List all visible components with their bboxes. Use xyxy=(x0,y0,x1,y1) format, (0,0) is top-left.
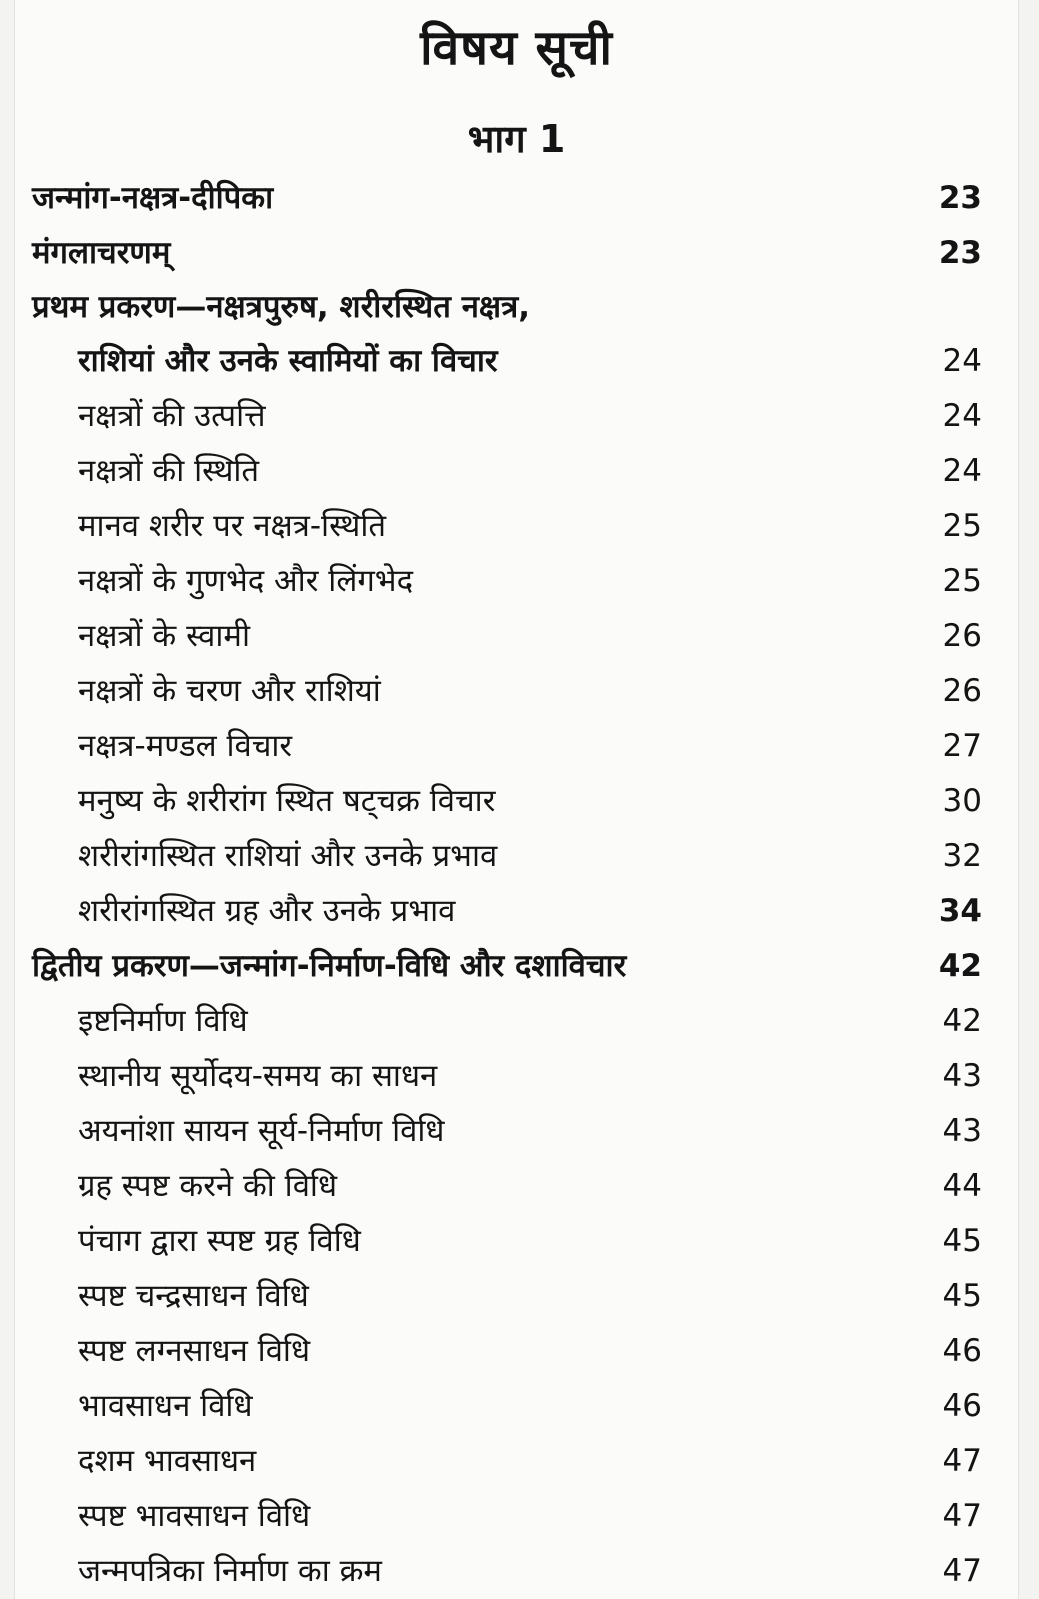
toc-entry-title: अयनांशा सायन सूर्य-निर्माण विधि xyxy=(78,1112,445,1149)
toc-section-entry xyxy=(32,280,1012,388)
toc-entry-title: नक्षत्रों की स्थिति xyxy=(78,452,260,489)
toc-section-title: द्वितीय प्रकरण—जन्मांग-निर्माण-विधि और दशाविचार xyxy=(32,947,627,984)
part-heading: भाग 1 xyxy=(467,117,566,161)
toc-entry xyxy=(32,608,1012,663)
toc-entry-page: 42 xyxy=(942,1002,982,1039)
toc-entry xyxy=(32,718,1012,773)
toc-entry-page: 25 xyxy=(942,507,982,544)
toc-entry-title: ग्रह स्पष्ट करने की विधि xyxy=(78,1167,338,1204)
toc-entry-page: 23 xyxy=(938,179,982,216)
toc-entry-page: 46 xyxy=(942,1332,982,1369)
page-title: विषय सूची xyxy=(420,20,613,76)
toc-entry-title: स्पष्ट चन्द्रसाधन विधि xyxy=(78,1277,309,1314)
toc-entry-title: जन्मांग-नक्षत्र-दीपिका xyxy=(32,179,274,216)
toc-entry-page: 34 xyxy=(938,892,982,929)
toc-entry-title: स्थानीय सूर्योदय-समय का साधन xyxy=(78,1057,438,1094)
toc-entry-page: 47 xyxy=(942,1442,982,1479)
toc-entry xyxy=(32,225,1012,280)
toc-entry-page: 47 xyxy=(942,1552,982,1589)
toc-entry xyxy=(32,1103,1012,1158)
toc-entry-page: 24 xyxy=(942,452,982,489)
toc-entry-title: मंगलाचरणम् xyxy=(32,234,171,271)
toc-entry-title: नक्षत्र-मण्डल विचार xyxy=(78,727,293,764)
toc-entry-page: 26 xyxy=(942,617,982,654)
toc-entry-title: पंचाग द्वारा स्पष्ट ग्रह विधि xyxy=(78,1222,361,1259)
toc-entry xyxy=(32,773,1012,828)
toc-entry xyxy=(32,993,1012,1048)
toc-entry xyxy=(32,1268,1012,1323)
toc-entry xyxy=(32,1323,1012,1378)
toc-entry xyxy=(32,1213,1012,1268)
toc-entry-title: शरीरांगस्थित राशियां और उनके प्रभाव xyxy=(78,837,498,874)
toc-entry-page: 24 xyxy=(942,397,982,434)
toc-entry-title: नक्षत्रों के स्वामी xyxy=(78,617,250,654)
toc-entry-page: 43 xyxy=(942,1057,982,1094)
toc-entry-page: 26 xyxy=(942,672,982,709)
toc-entry-page: 45 xyxy=(942,1222,982,1259)
toc-entry xyxy=(32,443,1012,498)
toc-entry-page: 42 xyxy=(938,947,982,984)
toc-entry-title: नक्षत्रों की उत्पत्ति xyxy=(78,397,266,434)
toc-entry xyxy=(32,1488,1012,1543)
toc-entry-page: 24 xyxy=(942,343,982,379)
toc-entry-page: 30 xyxy=(942,782,982,819)
toc-entry-page: 27 xyxy=(942,727,982,764)
toc-entry-title: भावसाधन विधि xyxy=(78,1387,253,1424)
toc-entry-page: 46 xyxy=(942,1387,982,1424)
toc-entry-page: 32 xyxy=(942,837,982,874)
toc-entry xyxy=(32,170,1012,225)
toc-entry-page: 44 xyxy=(942,1167,982,1204)
toc-entry-page: 25 xyxy=(942,562,982,599)
toc-entry xyxy=(32,1433,1012,1488)
toc-entry-title: स्पष्ट भावसाधन विधि xyxy=(78,1497,311,1534)
toc-entry-title: मनुष्य के शरीरांग स्थित षट्चक्र विचार xyxy=(78,782,496,819)
toc-entry xyxy=(32,498,1012,553)
toc-entry-title: जन्मपत्रिका निर्माण का क्रम xyxy=(78,1552,382,1589)
toc-entry xyxy=(32,1543,1012,1598)
toc-entry xyxy=(32,828,1012,883)
toc-section-line-2: राशियां और उनके स्वामियों का विचार xyxy=(78,343,498,379)
toc-entry xyxy=(32,663,1012,718)
toc-entry-title: शरीरांगस्थित ग्रह और उनके प्रभाव xyxy=(78,892,456,929)
toc-entry xyxy=(32,388,1012,443)
toc-entry-page: 45 xyxy=(942,1277,982,1314)
toc-entry-title: नक्षत्रों के गुणभेद और लिंगभेद xyxy=(78,562,414,599)
toc-entry-title: इष्टनिर्माण विधि xyxy=(78,1002,248,1039)
toc-section-entry xyxy=(32,938,1012,993)
toc-list xyxy=(32,170,1012,1598)
toc-entry-page: 23 xyxy=(938,234,982,271)
toc-entry xyxy=(32,1378,1012,1433)
toc-entry-page: 43 xyxy=(942,1112,982,1149)
toc-entry-title: दशम भावसाधन xyxy=(78,1442,257,1479)
toc-entry-page: 47 xyxy=(942,1497,982,1534)
toc-section-line-1: प्रथम प्रकरण—नक्षत्रपुरुष, शरीरस्थित नक्षत्र, xyxy=(32,289,531,325)
toc-entry xyxy=(32,553,1012,608)
toc-page xyxy=(14,0,1019,1599)
toc-entry xyxy=(32,883,1012,938)
toc-entry-title: मानव शरीर पर नक्षत्र-स्थिति xyxy=(78,507,387,544)
toc-entry xyxy=(32,1048,1012,1103)
toc-section-title xyxy=(32,280,530,388)
toc-entry-title: स्पष्ट लग्नसाधन विधि xyxy=(78,1332,311,1369)
toc-entry xyxy=(32,1158,1012,1213)
toc-entry-title: नक्षत्रों के चरण और राशियां xyxy=(78,672,381,709)
